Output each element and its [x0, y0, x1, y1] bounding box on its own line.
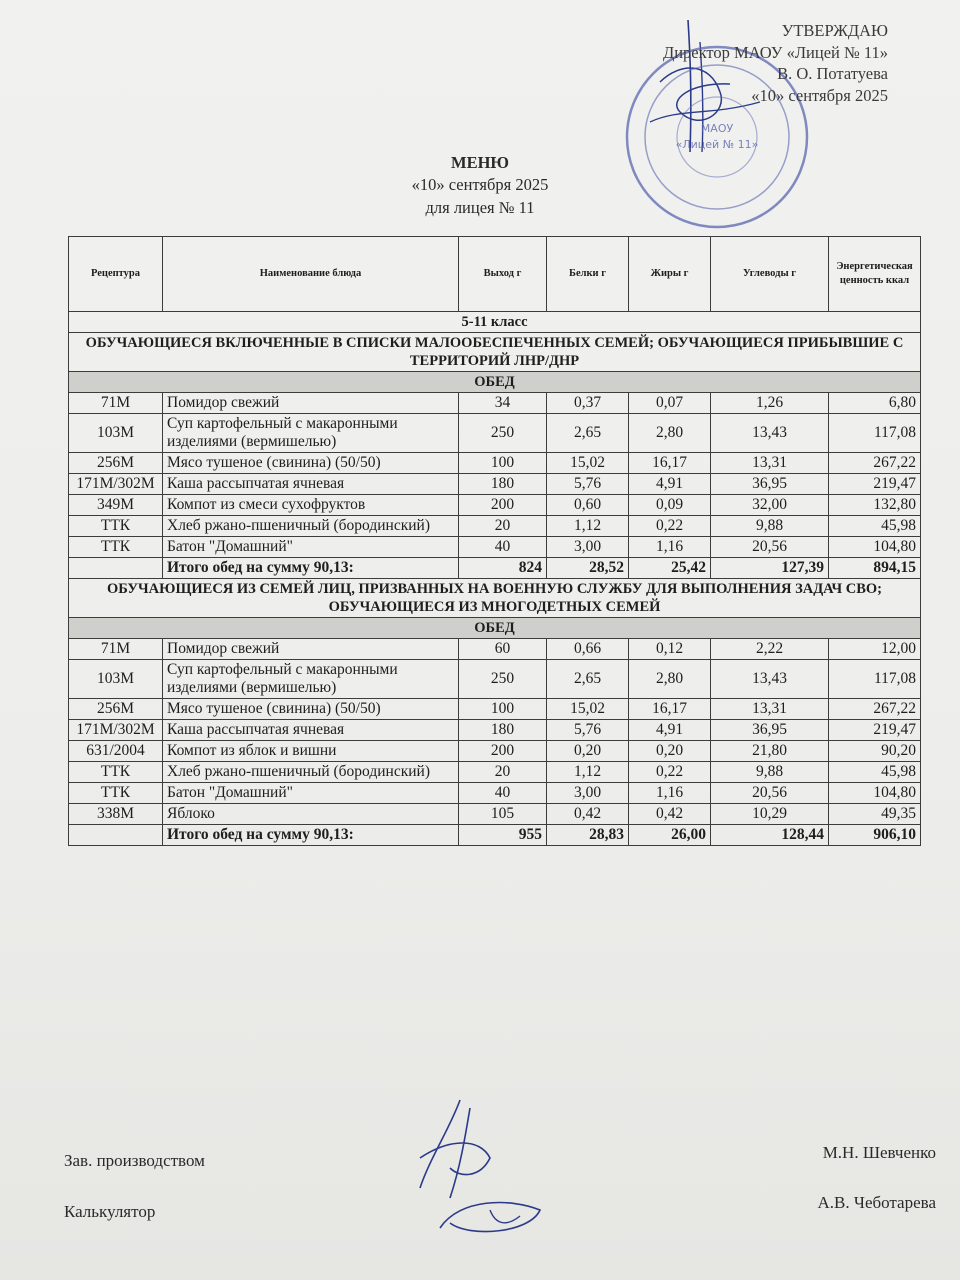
footer-name-1: М.Н. Шевченко: [822, 1143, 936, 1162]
group-title-row: [69, 579, 921, 618]
grade-band-row: [69, 312, 921, 333]
meal-band-row: [69, 618, 921, 639]
kcal-cell: 6,80: [829, 393, 921, 414]
fat-cell: 4,91: [629, 720, 711, 741]
table-row: [69, 720, 921, 741]
fat-cell: 0,20: [629, 741, 711, 762]
yield-cell: 40: [459, 537, 547, 558]
recipe-code: 171М/302М: [69, 720, 163, 741]
yield-cell: 100: [459, 699, 547, 720]
column-header: Белки г: [547, 237, 629, 312]
table-row: [69, 393, 921, 414]
kcal-cell: 132,80: [829, 495, 921, 516]
recipe-code: ТТК: [69, 537, 163, 558]
total-row: [69, 558, 921, 579]
total-fat: 26,00: [629, 825, 711, 846]
kcal-cell: 104,80: [829, 537, 921, 558]
protein-cell: 2,65: [547, 660, 629, 699]
kcal-cell: 219,47: [829, 720, 921, 741]
yield-cell: 34: [459, 393, 547, 414]
kcal-cell: 45,98: [829, 762, 921, 783]
table-row: [69, 783, 921, 804]
column-header: Жиры г: [629, 237, 711, 312]
fat-cell: 16,17: [629, 699, 711, 720]
kcal-cell: 267,22: [829, 699, 921, 720]
kcal-cell: 117,08: [829, 660, 921, 699]
table-row: [69, 699, 921, 720]
recipe-code: 103М: [69, 414, 163, 453]
table-row: [69, 762, 921, 783]
kcal-cell: 90,20: [829, 741, 921, 762]
protein-cell: 15,02: [547, 453, 629, 474]
yield-cell: 180: [459, 720, 547, 741]
menu-table: [68, 236, 921, 846]
total-empty-cell: [69, 825, 163, 846]
dish-name: Суп картофельный с макаронными изделиями (вермишелью): [163, 660, 459, 699]
yield-cell: 100: [459, 453, 547, 474]
svg-text:МАОУ: МАОУ: [700, 122, 734, 135]
yield-cell: 250: [459, 660, 547, 699]
kcal-cell: 267,22: [829, 453, 921, 474]
protein-cell: 5,76: [547, 720, 629, 741]
total-yield: 955: [459, 825, 547, 846]
carbs-cell: 20,56: [711, 783, 829, 804]
fat-cell: 0,22: [629, 762, 711, 783]
dish-name: Суп картофельный с макаронными изделиями (вермишелью): [163, 414, 459, 453]
table-row: [69, 804, 921, 825]
kcal-cell: 49,35: [829, 804, 921, 825]
dish-name: Мясо тушеное (свинина) (50/50): [163, 699, 459, 720]
fat-cell: 2,80: [629, 660, 711, 699]
carbs-cell: 9,88: [711, 762, 829, 783]
dish-name: Компот из яблок и вишни: [163, 741, 459, 762]
carbs-cell: 1,26: [711, 393, 829, 414]
total-fat: 25,42: [629, 558, 711, 579]
total-yield: 824: [459, 558, 547, 579]
protein-cell: 0,37: [547, 393, 629, 414]
carbs-cell: 9,88: [711, 516, 829, 537]
protein-cell: 5,76: [547, 474, 629, 495]
recipe-code: ТТК: [69, 762, 163, 783]
dish-name: Каша рассыпчатая ячневая: [163, 720, 459, 741]
dish-name: Мясо тушеное (свинина) (50/50): [163, 453, 459, 474]
dish-name: Батон "Домашний": [163, 783, 459, 804]
yield-cell: 40: [459, 783, 547, 804]
fat-cell: 1,16: [629, 783, 711, 804]
footer-name-2: А.В. Чеботарева: [817, 1193, 936, 1212]
column-header: Углеводы г: [711, 237, 829, 312]
recipe-code: ТТК: [69, 783, 163, 804]
protein-cell: 15,02: [547, 699, 629, 720]
protein-cell: 1,12: [547, 762, 629, 783]
carbs-cell: 20,56: [711, 537, 829, 558]
column-header: Энергетическая ценность ккал: [829, 237, 921, 312]
table-row: [69, 537, 921, 558]
carbs-cell: 32,00: [711, 495, 829, 516]
total-kcal: 906,10: [829, 825, 921, 846]
dish-name: Батон "Домашний": [163, 537, 459, 558]
protein-cell: 0,60: [547, 495, 629, 516]
footer-role-1: Зав. производством: [64, 1151, 205, 1170]
yield-cell: 250: [459, 414, 547, 453]
menu-title: МЕНЮ: [451, 153, 509, 172]
recipe-code: ТТК: [69, 516, 163, 537]
menu-date: «10» сентября 2025: [411, 175, 549, 194]
recipe-code: 103М: [69, 660, 163, 699]
carbs-cell: 21,80: [711, 741, 829, 762]
staff-signatures-icon: [380, 1098, 580, 1248]
menu-table-body: [69, 312, 921, 846]
column-header: Рецептура: [69, 237, 163, 312]
carbs-cell: 13,31: [711, 453, 829, 474]
recipe-code: 349М: [69, 495, 163, 516]
total-empty-cell: [69, 558, 163, 579]
total-label: Итого обед на сумму 90,13:: [163, 558, 459, 579]
approval-line-4: «10» сентября 2025: [751, 85, 888, 105]
approval-line-1: УТВЕРЖДАЮ: [781, 21, 888, 40]
yield-cell: 20: [459, 762, 547, 783]
recipe-code: 71М: [69, 639, 163, 660]
fat-cell: 0,07: [629, 393, 711, 414]
table-row: [69, 495, 921, 516]
approval-line-3: В. О. Потатуева: [777, 64, 888, 83]
kcal-cell: 45,98: [829, 516, 921, 537]
protein-cell: 1,12: [547, 516, 629, 537]
menu-subtitle: для лицея № 11: [425, 198, 535, 217]
fat-cell: 1,16: [629, 537, 711, 558]
yield-cell: 200: [459, 741, 547, 762]
group-title: ОБУЧАЮЩИЕСЯ ИЗ СЕМЕЙ ЛИЦ, ПРИЗВАННЫХ НА ВОЕННУЮ СЛУЖБУ ДЛЯ ВЫПОЛНЕНИЯ ЗАДАЧ СВО; ОБУЧАЮЩИЕСЯ ИЗ МНОГОДЕТНЫХ СЕМЕЙ: [69, 579, 921, 618]
recipe-code: 256М: [69, 699, 163, 720]
dish-name: Компот из смеси сухофруктов: [163, 495, 459, 516]
yield-cell: 60: [459, 639, 547, 660]
yield-cell: 200: [459, 495, 547, 516]
protein-cell: 3,00: [547, 537, 629, 558]
recipe-code: 631/2004: [69, 741, 163, 762]
carbs-cell: 2,22: [711, 639, 829, 660]
yield-cell: 20: [459, 516, 547, 537]
yield-cell: 180: [459, 474, 547, 495]
kcal-cell: 104,80: [829, 783, 921, 804]
dish-name: Помидор свежий: [163, 639, 459, 660]
recipe-code: 171М/302М: [69, 474, 163, 495]
fat-cell: 0,12: [629, 639, 711, 660]
table-row: [69, 414, 921, 453]
protein-cell: 3,00: [547, 783, 629, 804]
table-row: [69, 516, 921, 537]
column-header: Наименование блюда: [163, 237, 459, 312]
kcal-cell: 219,47: [829, 474, 921, 495]
total-protein: 28,52: [547, 558, 629, 579]
dish-name: Хлеб ржано-пшеничный (бородинский): [163, 516, 459, 537]
carbs-cell: 13,43: [711, 414, 829, 453]
fat-cell: 0,42: [629, 804, 711, 825]
total-protein: 28,83: [547, 825, 629, 846]
recipe-code: 338М: [69, 804, 163, 825]
protein-cell: 0,20: [547, 741, 629, 762]
kcal-cell: 117,08: [829, 414, 921, 453]
table-header-row: [69, 237, 921, 312]
total-kcal: 894,15: [829, 558, 921, 579]
protein-cell: 0,66: [547, 639, 629, 660]
carbs-cell: 36,95: [711, 474, 829, 495]
dish-name: Помидор свежий: [163, 393, 459, 414]
table-row: [69, 639, 921, 660]
group-title: ОБУЧАЮЩИЕСЯ ВКЛЮЧЕННЫЕ В СПИСКИ МАЛООБЕСПЕЧЕННЫХ СЕМЕЙ; ОБУЧАЮЩИЕСЯ ПРИБЫВШИЕ С ТЕРРИТОРИЙ ЛНР/ДНР: [69, 333, 921, 372]
protein-cell: 2,65: [547, 414, 629, 453]
carbs-cell: 36,95: [711, 720, 829, 741]
group-title-row: [69, 333, 921, 372]
total-carbs: 127,39: [711, 558, 829, 579]
dish-name: Каша рассыпчатая ячневая: [163, 474, 459, 495]
table-row: [69, 474, 921, 495]
table-row: [69, 741, 921, 762]
approval-line-2: Директор МАОУ «Лицей № 11»: [662, 42, 888, 62]
meal-band-row: [69, 372, 921, 393]
yield-cell: 105: [459, 804, 547, 825]
total-label: Итого обед на сумму 90,13:: [163, 825, 459, 846]
protein-cell: 0,42: [547, 804, 629, 825]
column-header: Выход г: [459, 237, 547, 312]
fat-cell: 4,91: [629, 474, 711, 495]
recipe-code: 71М: [69, 393, 163, 414]
fat-cell: 0,22: [629, 516, 711, 537]
carbs-cell: 13,31: [711, 699, 829, 720]
recipe-code: 256М: [69, 453, 163, 474]
grade-band: 5-11 класс: [69, 312, 921, 333]
carbs-cell: 13,43: [711, 660, 829, 699]
dish-name: Хлеб ржано-пшеничный (бородинский): [163, 762, 459, 783]
kcal-cell: 12,00: [829, 639, 921, 660]
footer-role-2: Калькулятор: [64, 1202, 156, 1221]
fat-cell: 0,09: [629, 495, 711, 516]
fat-cell: 2,80: [629, 414, 711, 453]
total-carbs: 128,44: [711, 825, 829, 846]
meal-title: ОБЕД: [69, 618, 921, 639]
approval-block: [663, 20, 888, 106]
dish-name: Яблоко: [163, 804, 459, 825]
table-row: [69, 660, 921, 699]
svg-text:«Лицей № 11»: «Лицей № 11»: [675, 138, 759, 151]
carbs-cell: 10,29: [711, 804, 829, 825]
total-row: [69, 825, 921, 846]
meal-title: ОБЕД: [69, 372, 921, 393]
fat-cell: 16,17: [629, 453, 711, 474]
table-row: [69, 453, 921, 474]
